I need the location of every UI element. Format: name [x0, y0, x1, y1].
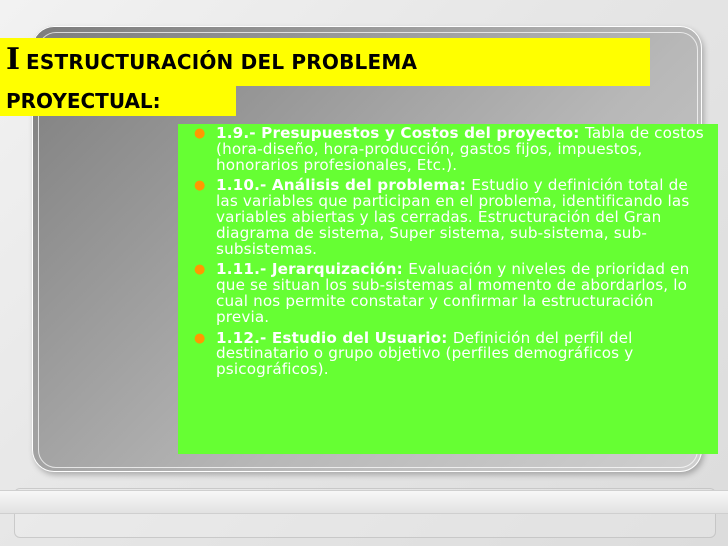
item-text: Estudio y definición total de las variables que participan en el problema, identificando las variables abiertas y las cerradas. Estructuración del Gran diagrama de sistema, Super sistema, sub-sistema, sub-subsistemas. — [216, 176, 690, 258]
title-text: ESTRUCTURACIÓN DEL PROBLEMA — [26, 50, 418, 74]
item-heading: 1.12.- Estudio del Usuario: — [216, 328, 453, 347]
item-text: Evaluación y niveles de prioridad en que se situan los sub-sistemas al momento de abordarlos, lo cual nos permite constatar y confirmar la estructuración previa. — [216, 260, 690, 326]
list-item — [178, 178, 710, 257]
bullet-icon: ● — [194, 126, 206, 141]
item-heading: 1.11.- Jerarquización: — [216, 260, 409, 279]
item-heading: 1.9.- Presupuestos y Costos del proyecto: — [216, 124, 585, 142]
item-heading: 1.10.- Análisis del problema: — [216, 176, 472, 195]
item-text: Tabla de costos (hora-diseño, hora-producción, gastos fijos, impuestos, honorarios profesionales, Etc.). — [216, 124, 704, 174]
footer-bar — [0, 490, 728, 514]
list-item — [178, 262, 710, 325]
item-list — [178, 124, 710, 378]
item-text: Definición del perfil del destinatario o grupo objetivo (perfiles demográficos y psicográficos). — [216, 328, 634, 379]
list-item — [178, 126, 710, 173]
bullet-icon: ● — [194, 262, 206, 278]
content-box — [178, 124, 718, 454]
title-numeral: I — [6, 42, 21, 77]
slide-title-line2: PROYECTUAL: — [6, 89, 161, 113]
bullet-icon: ● — [194, 330, 206, 346]
bullet-icon: ● — [194, 178, 206, 194]
slide-title — [6, 40, 417, 84]
list-item — [178, 328, 710, 379]
